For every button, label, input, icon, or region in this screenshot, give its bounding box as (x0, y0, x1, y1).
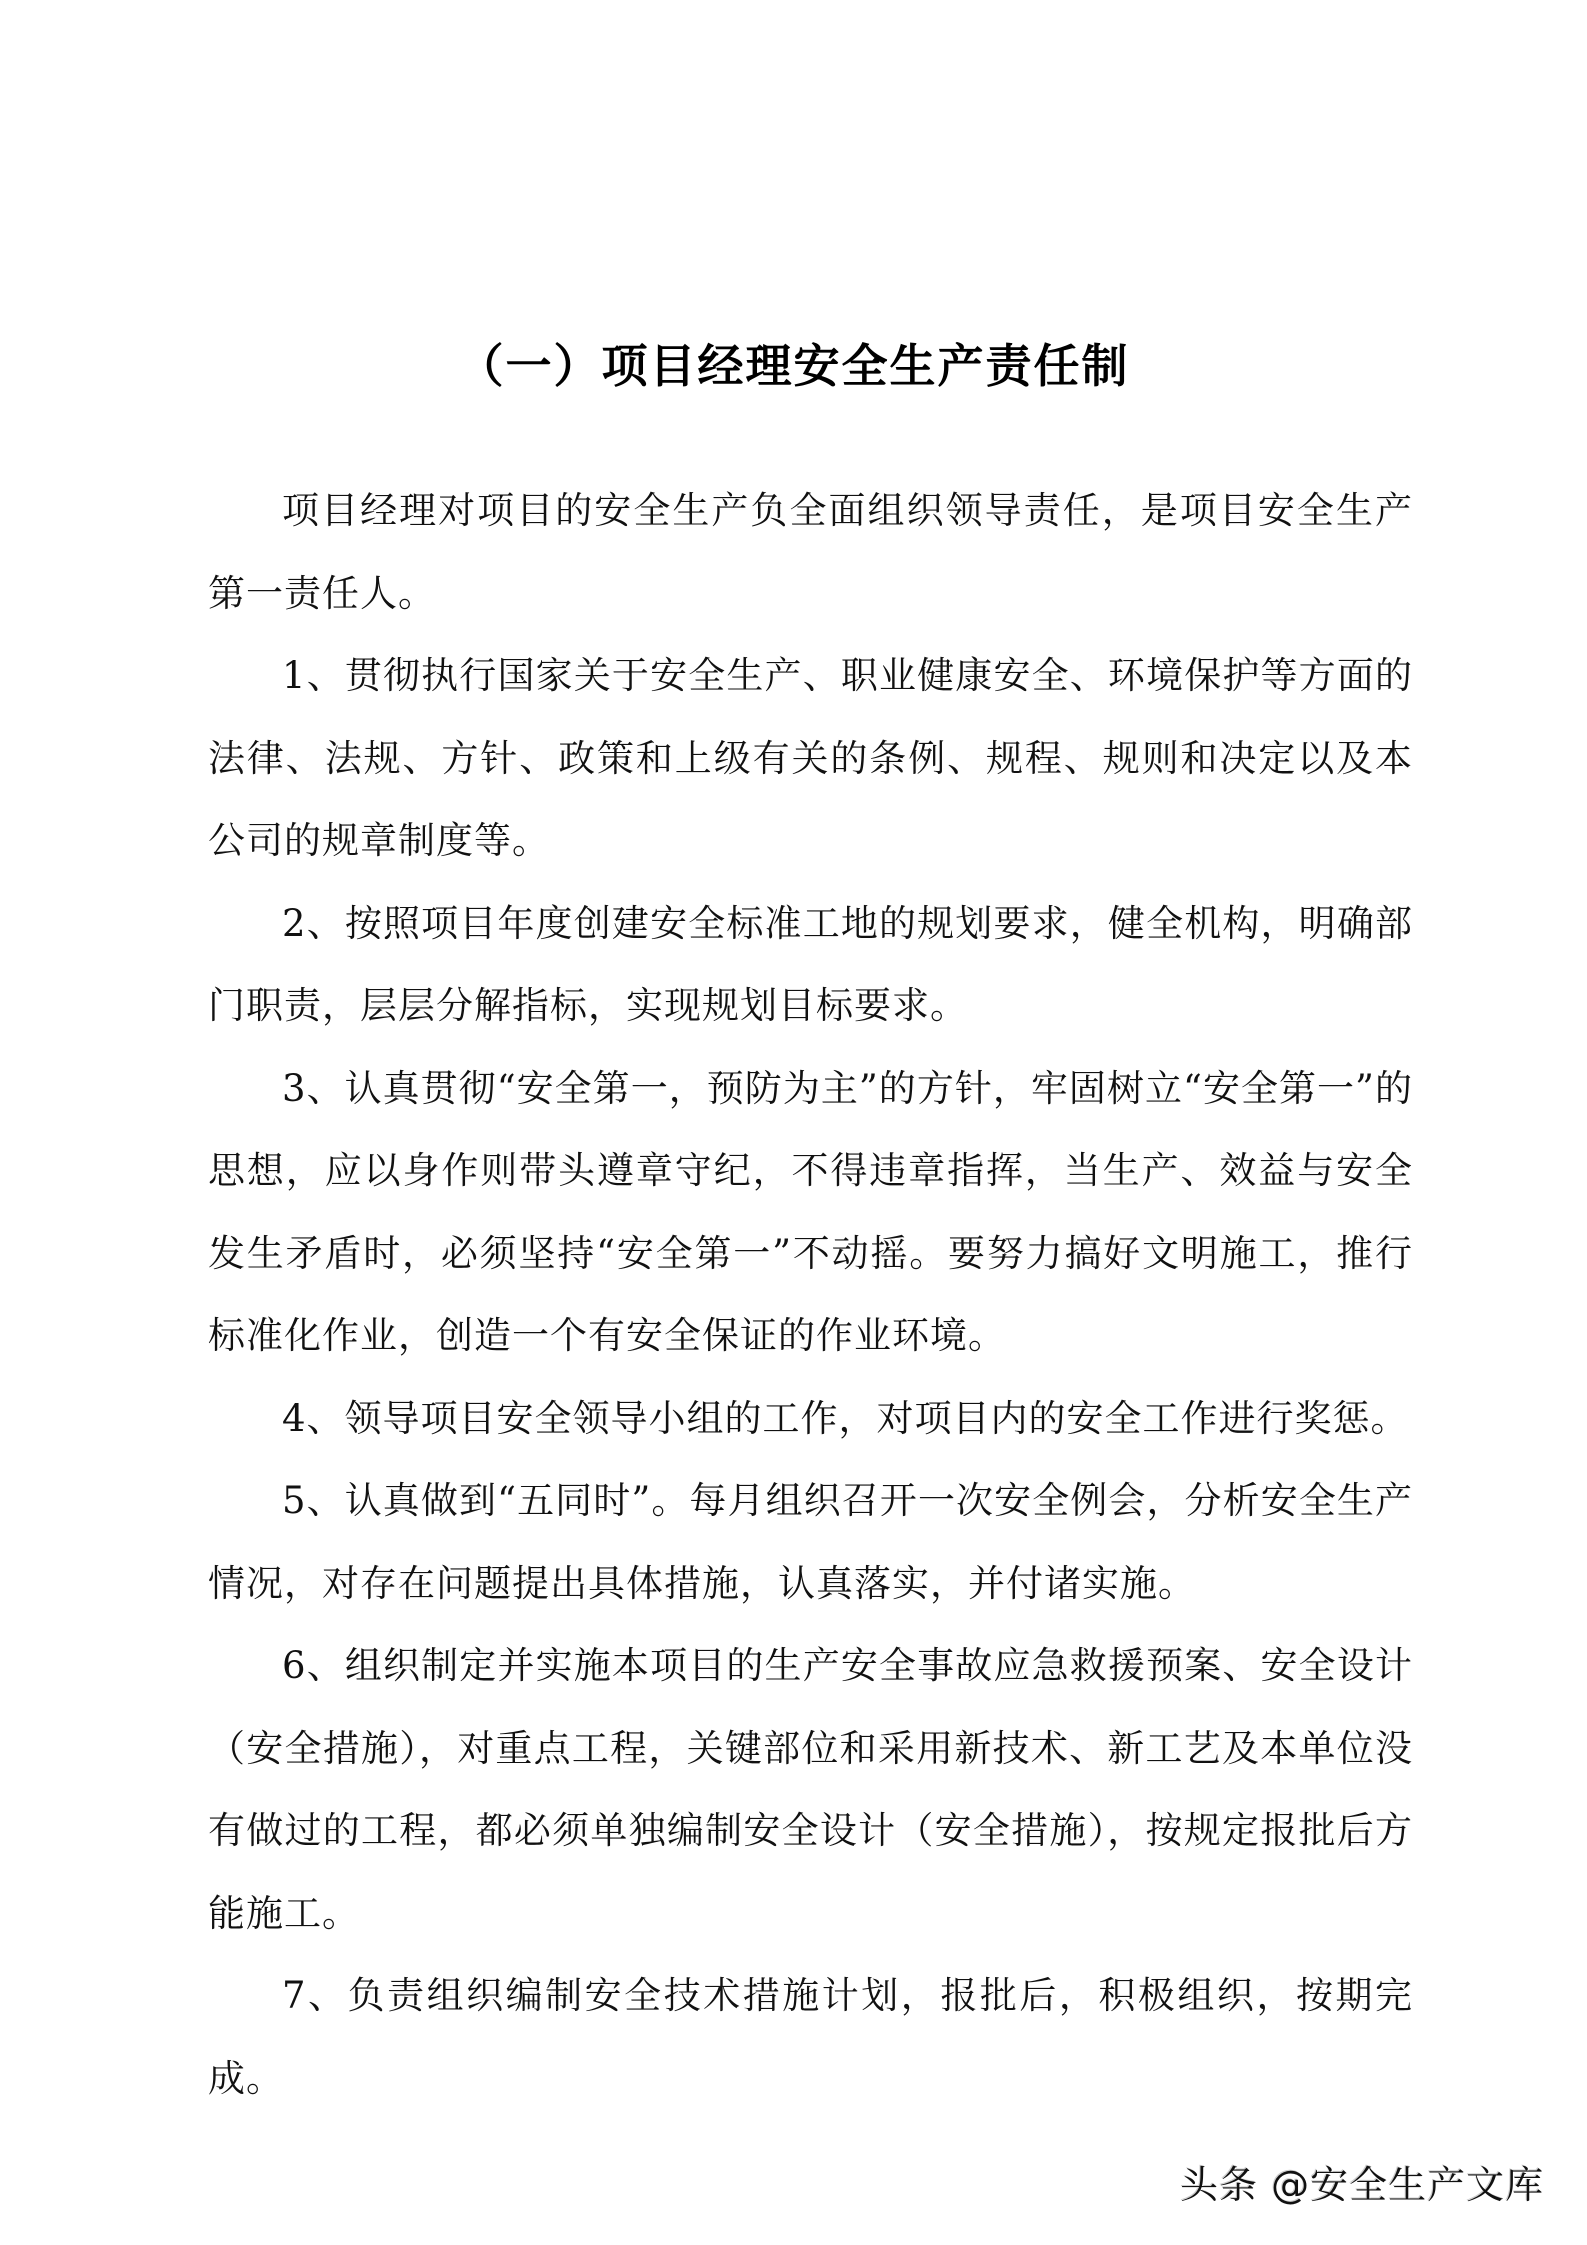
page-title: （一）项目经理安全生产责任制 (457, 338, 1130, 393)
document-body (208, 470, 1413, 2120)
source-watermark: 头条 @安全生产文库 (1180, 2163, 1545, 2207)
clause-5-paragraph: 5、认真做到“五同时”。每月组织召开一次安全例会，分析安全生产情况，对存在问题提出具体措施，认真落实，并付诸实施。 (208, 1479, 1413, 1605)
clause-7-paragraph: 7、负责组织编制安全技术措施计划，报批后，积极组织，按期完成。 (208, 1974, 1413, 2100)
clause-1-paragraph: 1、贯彻执行国家关于安全生产、职业健康安全、环境保护等方面的法律、法规、方针、政策和上级有关的条例、规程、规则和决定以及本公司的规章制度等。 (208, 654, 1413, 862)
clause-2-paragraph: 2、按照项目年度创建安全标准工地的规划要求，健全机构，明确部门职责，层层分解指标，实现规划目标要求。 (208, 901, 1413, 1027)
clause-6-paragraph: 6、组织制定并实施本项目的生产安全事故应急救援预案、安全设计（安全措施），对重点工程，关键部位和采用新技术、新工艺及本单位没有做过的工程，都必须单独编制安全设计（安全措施），按规定报批后方能施工。 (208, 1644, 1413, 1935)
clause-4-paragraph: 4、领导项目安全领导小组的工作，对项目内的安全工作进行奖惩。 (282, 1396, 1409, 1440)
clause-3-paragraph: 3、认真贯彻“安全第一，预防为主”的方针，牢固树立“安全第一”的思想，应以身作则带头遵章守纪，不得违章指挥，当生产、效益与安全发生矛盾时，必须坚持“安全第一”不动摇。要努力搞好文明施工，推行标准化作业，创造一个有安全保证的作业环境。 (208, 1066, 1413, 1357)
intro-paragraph: 项目经理对项目的安全生产负全面组织领导责任，是项目安全生产第一责任人。 (208, 489, 1413, 615)
